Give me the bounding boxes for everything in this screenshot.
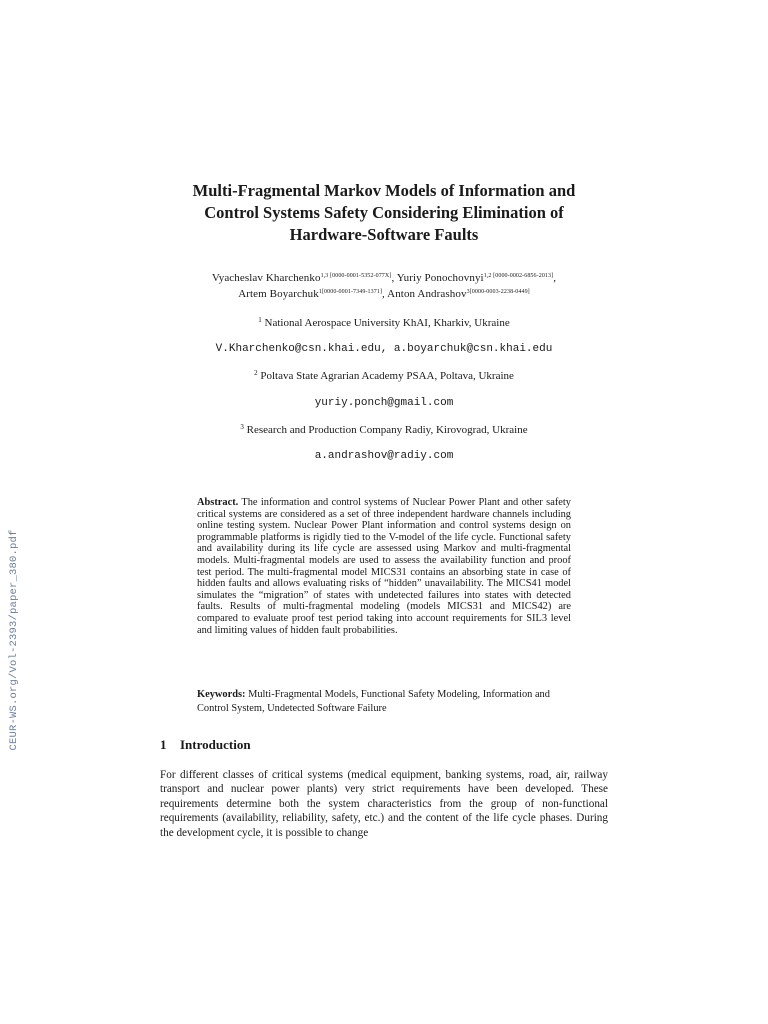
- author-orcid: [0000-0001-7349-1371]: [321, 289, 383, 295]
- paper-title: [150, 180, 618, 246]
- affiliation-1-email[interactable]: V.Kharchenko@csn.khai.edu, a.boyarchuk@csn.khai.edu: [215, 343, 553, 355]
- author-separator: ,: [553, 272, 557, 284]
- keywords-label: Keywords:: [197, 689, 246, 700]
- author-name: Artem Boyarchuk: [238, 288, 319, 300]
- title-line-1: Multi-Fragmental Markov Models of Information and: [192, 181, 576, 200]
- affiliation-number: 2: [254, 369, 258, 377]
- affiliation-3-email[interactable]: a.andrashov@radiy.com: [314, 450, 454, 462]
- author-name: Vyacheslav Kharchenko: [211, 272, 321, 284]
- affiliation-2-email[interactable]: yuriy.ponch@gmail.com: [314, 397, 454, 409]
- author-separator: ,: [391, 272, 395, 284]
- author-line-1: [150, 270, 618, 286]
- affiliation-number: 3: [240, 423, 244, 431]
- affiliation-2: [150, 369, 618, 383]
- author-orcid: [0000-0001-5352-077X]: [330, 273, 392, 279]
- author-separator: ,: [382, 288, 385, 300]
- author-affiliation: 1,3: [320, 273, 329, 279]
- title-line-3: Hardware-Software Faults: [289, 225, 479, 244]
- abstract-text: The information and control systems of Nuclear Power Plant and other safety critical systems are considered as a set of three independent hardware channels including online testing system. Nuclear Power Plant information and control systems design on programmable platforms is rigidly tied to the V-model of the life cycle. Functional safety and availability during its life cycle are assessed using Markov and multi-fragmental models. Multi-fragmental models are used to assess the availability function and proof test period. The multi-fragmental model MICS31 contains an absorbing state in case of hidden faults and allows evaluating risks of “hidden” unavailability. The MICS41 model simulates the “migration” of states with undetected failures into states with detected faults. Results of multi-fragmental modeling (models MICS31 and MICS42) are compared to evaluate proof test period taking into account requirements for SIL3 level and limiting values of hidden fault probabilities.: [197, 497, 571, 636]
- section-title: Introduction: [180, 737, 251, 752]
- keywords: [197, 688, 571, 716]
- author-affiliation: 1,2: [483, 273, 492, 279]
- author-list: [150, 270, 618, 302]
- affiliation-number: 1: [258, 316, 262, 324]
- author-affiliation: 3: [466, 289, 470, 295]
- affiliation-name: Poltava State Agrarian Academy PSAA, Poltava, Ukraine: [260, 370, 514, 382]
- section-number: 1: [160, 737, 167, 752]
- affiliation-name: Research and Production Company Radiy, Kirovograd, Ukraine: [246, 424, 528, 436]
- author-name: Anton Andrashov: [387, 288, 467, 300]
- title-line-2: Control Systems Safety Considering Elimination of: [204, 203, 564, 222]
- author-orcid: [0000-0002-6856-2013]: [493, 273, 554, 279]
- affiliation-1: [150, 316, 618, 330]
- author-affiliation: 1: [318, 289, 322, 295]
- affiliation-3: [150, 423, 618, 437]
- side-identifier: [4, 520, 24, 760]
- affiliation-name: National Aerospace University KhAI, Kharkiv, Ukraine: [264, 317, 510, 329]
- abstract-label: Abstract.: [197, 497, 239, 508]
- abstract: [197, 497, 571, 636]
- side-identifier-text: CEUR-WS.org/Vol-2393/paper_380.pdf: [8, 529, 20, 751]
- section-heading: [160, 737, 251, 753]
- keywords-text: Multi-Fragmental Models, Functional Safety Modeling, Information and Control System, Undetected Software Failure: [197, 689, 550, 714]
- section-paragraph: For different classes of critical systems (medical equipment, banking systems, road, air, railway transport and nuclear power plants) very strict requirements have been developed. These requirements determine both the system characteristics from the group of non-functional requirements (availability, reliability, safety, etc.) and the content of the life cycle phases. During the development cycle, it is possible to change: [160, 769, 608, 839]
- author-line-2: [150, 286, 618, 302]
- author-name: Yuriy Ponochovnyi: [396, 272, 484, 284]
- author-orcid: [0000-0003-2238-0449]: [469, 289, 530, 295]
